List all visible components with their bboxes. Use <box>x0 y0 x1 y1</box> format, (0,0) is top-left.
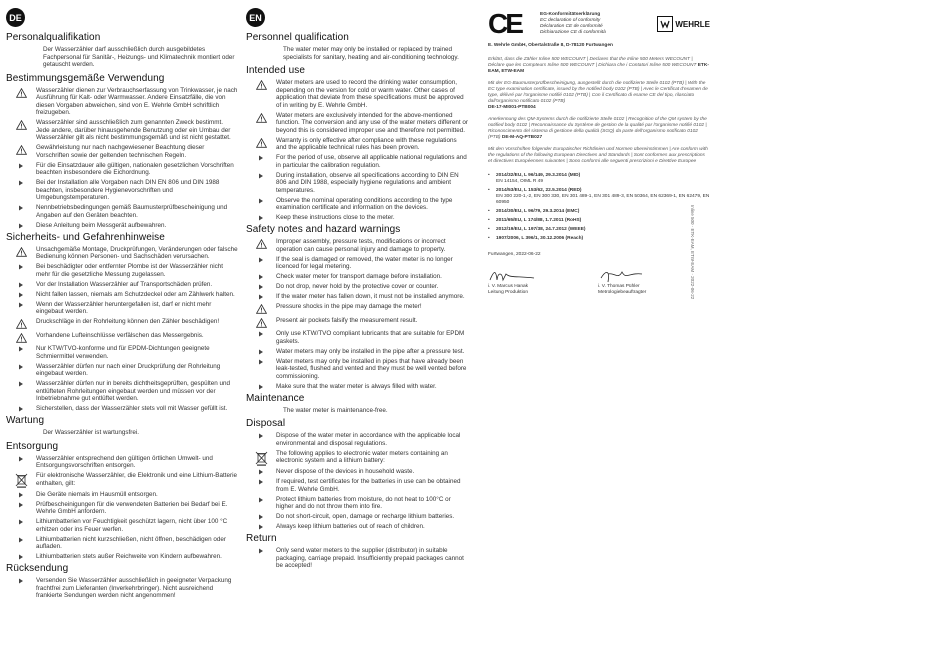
arrow-bullet-icon <box>6 363 36 370</box>
list-item <box>6 536 238 551</box>
bullet-icon: • <box>488 236 490 241</box>
arrow-bullet-icon <box>246 547 276 554</box>
arrow-bullet-icon <box>246 293 276 300</box>
directive-item <box>488 173 710 185</box>
list-item <box>246 348 468 356</box>
directive-item <box>488 188 710 206</box>
company-logo <box>657 16 710 32</box>
arrow-bullet-icon <box>246 478 276 485</box>
directive-title: 1907/2006, L 396/1, 30.12.2006 (Reach) <box>496 236 584 241</box>
section-paragraph: The water meter may only be installed or replaced by trained specialists for sanitary, heating and air-conditioning technology. <box>283 46 459 61</box>
list-item-text: Do not drop, never hold by the protective cover or counter. <box>276 283 439 290</box>
list-item-text: Lithiumbatterien stets außer Reichweite von Kindern aufbewahren. <box>36 553 222 560</box>
warning-icon <box>246 238 276 249</box>
arrow-bullet-icon <box>6 455 36 462</box>
bullet-icon: • <box>488 173 490 178</box>
list-item-text: Diese Anleitung beim Messgerät aufbewahren. <box>36 221 167 229</box>
arrow-bullet-icon <box>246 496 276 503</box>
arrow-bullet-icon <box>246 513 276 520</box>
list-item <box>6 472 238 488</box>
list-item <box>6 491 238 499</box>
arrow-bullet-icon <box>246 154 276 161</box>
directive-title: 2012/19/EU, L 197/38, 24.7.2012 (WEEE) <box>496 227 586 232</box>
arrow-bullet-icon <box>6 577 36 584</box>
list-item-text: Wasserzähler dienen zur Verbrauchserfassung von Trinkwasser, je nach Ausführung für Kalt- oder Warmwasser. Andere Einsatzfälle, die von diesen Vorgaben abweichen, sind von E. Wehrle GmbH schriftlich freizugeben. <box>36 86 238 116</box>
warning-icon <box>6 87 36 98</box>
list-item-text: Lithiumbatterien nicht kurzschließen, nicht öffnen, beschädigen oder aufladen. <box>36 535 226 550</box>
list-item-text: If the water meter has fallen down, it must not be installed anymore. <box>276 293 465 300</box>
section-title: Disposal <box>246 418 286 429</box>
directive-text <box>496 227 586 233</box>
list-item-text: Do not short-circuit, open, damage or recharge lithium batteries. <box>276 513 455 520</box>
arrow-bullet-icon <box>246 348 276 355</box>
warning-icon <box>246 79 276 90</box>
list-item-text: Present air pockets falsify the measurement result. <box>276 316 418 324</box>
list-item <box>246 478 468 493</box>
bullet-icon: • <box>488 188 490 193</box>
list-item-text: Wenn der Wasserzähler heruntergefallen ist, darf er nicht mehr eingebaut werden. <box>36 300 212 315</box>
bullet-icon: • <box>488 218 490 223</box>
directive-item <box>488 236 710 242</box>
list-item <box>246 137 468 152</box>
ce-mark: CE <box>488 8 521 39</box>
list-item-text: Wasserzähler dürfen nur in bereits dichtheitsgeprüften, gespülten und entlüfteten Rohrleitungen eingebaut werden und müssen vor der Inbetriebnahme gut entlüftet werden. <box>36 380 231 402</box>
list-item <box>6 332 238 343</box>
list-item-text: Vor der Installation Wasserzähler auf Transportschäden prüfen. <box>36 280 213 288</box>
list-item-text: Water meters are used to record the drinking water consumption, depending on the version for cold or warm water. Other cases of application that deviate from these specifications must be approved of in writing by E. Wehrle GmbH. <box>276 79 464 109</box>
list-item-text: Pressure shocks in the pipe may damage the meter! <box>276 303 422 310</box>
list-item-text: Druckschläge in der Rohrleitung können den Zähler beschädigen! <box>36 318 220 325</box>
exam-text: Mit der EG-Baumusterprüfbescheinigung, ausgestellt durch die notifizierte Stelle 0102 (PTB) | With the EC type examination certificate, issued by the notified body 0102 (PTB) | Avec le Certificat d'examen de type, délivré par l'organisme notifié 0102 (PTB) | Con il Certificato di esame CE del tipo, rilasciato dall'organismo notificato 0102 (PTB) DE-17-MI001-PTB004 <box>488 81 708 110</box>
list-item-text: Für elektronische Wasserzähler, die Elektronik und eine Lithium-Batterie enthalten, gilt: <box>36 472 238 487</box>
list-item <box>246 496 468 511</box>
list-item <box>6 380 238 403</box>
section-title: Safety notes and hazard warnings <box>246 224 401 235</box>
list-item <box>6 291 238 299</box>
list-item-text: If the seal is damaged or removed, the water meter is no longer licenced for legal metering. <box>276 255 453 270</box>
list-item-text: For the period of use, observe all applicable national regulations and in particular the calibration regulation. <box>276 154 467 169</box>
list-item <box>246 273 468 281</box>
list-item <box>246 383 468 391</box>
arrow-bullet-icon <box>246 197 276 204</box>
list-item <box>6 179 238 202</box>
directive-item <box>488 209 710 215</box>
list-item-text: Nicht fallen lassen, niemals am Schutzdeckel oder am Zählwerk halten. <box>36 290 235 298</box>
section-title: Bestimmungsgemäße Verwendung <box>6 72 165 84</box>
list-item <box>6 405 238 413</box>
directives-list <box>488 173 710 242</box>
list-item <box>246 293 468 301</box>
arrow-bullet-icon <box>6 204 36 211</box>
directive-item <box>488 218 710 224</box>
signer-name-2: i. V. Thomas Pühler <box>598 284 640 289</box>
section-title: Personalqualifikation <box>6 32 101 43</box>
logo-mark-icon <box>657 16 673 32</box>
list-item-text: If required, test certificates for the batteries in use can be obtained from E. Wehrle GmbH. <box>276 478 461 493</box>
handwritten-signature-icon <box>598 268 648 284</box>
list-item-text: Water meters may only be installed in pipes that have already been leak-tested, flushed and vented and they must be well vented before commissioning. <box>276 357 467 380</box>
language-header-en <box>246 8 468 27</box>
document-reference: Inline 500 · ETK-EAM, ETW-EAM · 2022-06-22 <box>690 205 695 300</box>
crossed-bin-icon <box>6 472 36 488</box>
list-item-text: Wasserzähler dürfen nur nach einer Druckprüfung der Rohrleitung eingebaut werden. <box>36 362 221 377</box>
declaration-models: ETK-EAM, ETW-EAM <box>488 63 709 74</box>
list-item-text: Improper assembly, pressure tests, modifications or incorrect operation can cause personal injury and damage to property. <box>276 238 446 253</box>
list-item <box>6 222 238 230</box>
signer-role-2: Metrologiebeauftragter <box>598 290 647 295</box>
list-item <box>246 547 468 570</box>
conformity-header <box>488 8 710 40</box>
list-item <box>246 283 468 291</box>
list-item-text: Protect lithium batteries from moisture, do not heat to 100°C or higher and do not throw them into fire. <box>276 495 451 510</box>
arrow-bullet-icon <box>6 380 36 387</box>
arrow-bullet-icon <box>6 301 36 308</box>
list-item <box>246 197 468 212</box>
language-badge-en: EN <box>246 8 265 27</box>
list-item-text: Observe the nominal operating conditions according to the type examination certificate and information on the devices. <box>276 196 453 211</box>
directive-standards: EN 300 220-1,-2, EN 300 330, EN 301 489-1, EN 301 489-3, EN 50364, EN 62369-1, EN 62479, EN 60950 <box>496 194 710 205</box>
arrow-bullet-icon <box>246 432 276 439</box>
arrow-bullet-icon <box>6 518 36 525</box>
list-item-text: Water meters are exclusively intended for the above-mentioned function. The conversion and any use of the water meters different or beyond this is considered improper use and therefore not permitted. <box>276 111 468 134</box>
list-item <box>246 513 468 521</box>
declaration-text: Erklärt, dass die Zähler Inline 500 WECOUNT | Declares that the Inline 500 Meters WECOUNT | Déclare que les Compteurs Inline 500 WECOUNT | Dichiara che i Contatori Inline 500 WECOUNT ETK-EAM, ETW-EAM <box>488 57 709 74</box>
warning-icon <box>246 137 276 148</box>
directive-text <box>496 236 583 242</box>
list-item <box>246 112 468 135</box>
list-item <box>246 432 468 447</box>
arrow-bullet-icon <box>246 214 276 221</box>
directive-title: 2014/53/EU, L 153/62, 22.5.2014 (RED) <box>496 188 582 193</box>
list-item-text: Für die Einsatzdauer alle gültigen, nationalen gesetzlichen Vorschriften beachten insbesondere die Eichordnung. <box>36 161 234 176</box>
arrow-bullet-icon <box>6 281 36 288</box>
sections-en <box>246 32 468 570</box>
warning-icon <box>6 246 36 257</box>
list-item-text: Always keep lithium batteries out of reach of children. <box>276 523 425 530</box>
arrow-bullet-icon <box>6 291 36 298</box>
list-item <box>6 318 238 329</box>
arrow-bullet-icon <box>246 383 276 390</box>
arrow-bullet-icon <box>6 553 36 560</box>
list-item <box>6 577 238 600</box>
list-item <box>246 330 468 345</box>
directive-item <box>488 227 710 233</box>
list-item-text: Dispose of the water meter in accordance with the applicable local environmental and disposal regulations. <box>276 432 461 447</box>
arrow-bullet-icon <box>246 283 276 290</box>
list-item-text: Only use KTW/TVO compliant lubricants that are suitable for EPDM gaskets. <box>276 330 465 345</box>
list-item-text: Versenden Sie Wasserzähler ausschließlich in geeigneter Verpackung frachtfrei zum Lieferanten (Inverkehrbringer). Nicht ausreichend frankierte Sendungen werden nicht angenommen! <box>36 577 232 599</box>
warning-icon <box>6 332 36 343</box>
list-item <box>6 553 238 561</box>
arrow-bullet-icon <box>246 523 276 530</box>
sections-de <box>6 32 238 600</box>
directive-text <box>496 209 579 215</box>
list-item-text: Sicherstellen, dass der Wasserzähler stets voll mit Wasser gefüllt ist. <box>36 405 228 412</box>
list-item-text: Warranty is only effective after compliance with these regulations and the applicable technical rules has been proven. <box>276 136 457 151</box>
directive-title: 2014/30/EU, L 96/79, 29.3.2014 (EMC) <box>496 209 580 214</box>
list-item-text: Unsachgemäße Montage, Druckprüfungen, Veränderungen oder falsche Bedienung können Personen- und Sachschäden verursachen. <box>36 245 238 260</box>
list-item <box>6 144 238 159</box>
list-item <box>246 317 468 328</box>
section-title: Personnel qualification <box>246 32 349 43</box>
list-item-text: Bei beschädigter oder entfernter Plombe ist der Wasserzähler nicht mehr für die gesetzliche Messung zugelassen. <box>36 263 224 278</box>
arrow-bullet-icon <box>6 501 36 508</box>
conformity-title-de: EG-Konformitätserklärung <box>540 12 601 17</box>
list-item-text: Check water meter for transport damage before installation. <box>276 273 442 280</box>
directive-text <box>496 218 581 224</box>
list-item <box>246 214 468 222</box>
list-item <box>246 256 468 271</box>
arrow-bullet-icon <box>6 263 36 270</box>
section-paragraph: Der Wasserzähler darf ausschließlich durch ausgebildetes Fachpersonal für Sanitär-, Heizungs- und Klimatechnik montiert oder getauscht werden. <box>43 46 235 68</box>
warning-icon <box>6 144 36 155</box>
german-column <box>6 8 238 602</box>
list-item <box>6 204 238 219</box>
crossed-bin-icon <box>246 450 276 466</box>
warning-icon <box>246 317 276 328</box>
exam-certificate: DE-17-MI001-PTB004 <box>488 105 536 110</box>
warning-icon <box>6 119 36 130</box>
arrow-bullet-icon <box>6 345 36 352</box>
list-item <box>6 501 238 516</box>
directive-title: 2014/32/EU, L 96/149, 29.3.2014 (MID) <box>496 173 581 178</box>
list-item-text: Vorhandene Lufteinschlüsse verfälschen das Messergebnis. <box>36 331 204 339</box>
list-item-text: The following applies to electronic water meters containing an electronic system and a lithium battery: <box>276 449 448 464</box>
bullet-icon: • <box>488 227 490 232</box>
list-item-text: Wasserzähler entsprechend den gültigen örtlichen Umwelt- und Entsorgungsvorschriften entsorgen. <box>36 454 213 469</box>
list-item-text: Never dispose of the devices in household waste. <box>276 468 415 475</box>
section-title: Wartung <box>6 415 45 426</box>
handwritten-signature-icon <box>488 268 538 284</box>
directives-intro: Mit den Vorschriften folgender Europäischer Richtlinien und Normen übereinstimmen | Are conform with the regulations of the following European Directives and Standards | Sont conformes aux prescriptions et directives Européennes suivantes | Sono conformi alle seguenti prescrizioni e Direttive Europee <box>488 147 708 164</box>
list-item <box>246 450 468 466</box>
list-item-text: Keep these instructions close to the meter. <box>276 214 395 221</box>
language-badge-de: DE <box>6 8 25 27</box>
conformity-column <box>488 8 710 296</box>
list-item <box>6 281 238 289</box>
list-item-text: During installation, observe all specifications according to DIN EN 806 and DIN 1988, especially hygiene regulations and ambient temperatures. <box>276 171 459 194</box>
list-item-text: Make sure that the water meter is always filled with water. <box>276 382 437 390</box>
list-item <box>6 301 238 316</box>
directive-text <box>496 188 710 206</box>
list-item <box>6 246 238 261</box>
arrow-bullet-icon <box>246 256 276 263</box>
qm-text: Anerkennung des QM-Systems durch die notifizierte Stelle 0102 | Recognition of the QM system by the notified body 0102 | Reconnaissance du Système de gestion de la qualité par l'organisme notifié 0102 | Riconoscimento del sistema di gestione della qualità (SGQ) da parte dell'organismo notificato 0102 (PTB) DE-M-AQ-PTB027 <box>488 117 707 140</box>
signature-1 <box>488 268 598 296</box>
arrow-bullet-icon <box>246 358 276 365</box>
conformity-title-en: EC declaration of conformity <box>540 18 601 23</box>
arrow-bullet-icon <box>6 222 36 229</box>
section-title: Intended use <box>246 65 306 76</box>
directive-text <box>496 173 580 185</box>
list-item <box>6 263 238 278</box>
language-header-de <box>6 8 238 27</box>
list-item-text: Only send water meters to the supplier (distributor) in suitable packaging, carriage prepaid. Insufficiently prepaid packages cannot be accepted! <box>276 547 464 569</box>
arrow-bullet-icon <box>6 405 36 412</box>
list-item <box>6 345 238 360</box>
section-title: Return <box>246 533 277 544</box>
arrow-bullet-icon <box>246 330 276 337</box>
arrow-bullet-icon <box>246 273 276 280</box>
warning-icon <box>6 318 36 329</box>
warning-icon <box>246 303 276 314</box>
list-item-text: Nur KTW/TVO-konforme und für EPDM-Dichtungen geeignete Schmiermittel verwenden. <box>36 345 210 360</box>
list-item <box>6 518 238 533</box>
logo-text: WEHRLE <box>675 19 710 29</box>
list-item <box>6 87 238 117</box>
list-item-text: Die Geräte niemals im Hausmüll entsorgen. <box>36 490 158 498</box>
conformity-title-it: Dichiarazione CE di conformità <box>540 30 606 35</box>
list-item-text: Nennbetriebsbedingungen gemäß Baumusterprüfbescheinigung und Angaben auf den Geräten beachten. <box>36 204 228 219</box>
arrow-bullet-icon <box>246 172 276 179</box>
english-column <box>246 8 468 572</box>
signer-role-1: Leitung Produktion <box>488 290 529 295</box>
list-item <box>6 455 238 470</box>
bullet-icon: • <box>488 209 490 214</box>
signature-date: Furtwangen, 2022-06-22 <box>488 252 541 257</box>
conformity-title-fr: Déclaration CE de conformité <box>540 24 603 29</box>
list-item <box>6 162 238 177</box>
company-address: E. Wehrle GmbH, Obertalstraße 8, D-78120 Furtwangen <box>488 43 613 48</box>
list-item-text: Bei der Installation alle Vorgaben nach DIN EN 806 und DIN 1988 beachten, insbesondere Hygienevorschriften und Umgebungstemperaturen. <box>36 179 220 201</box>
list-item <box>246 79 468 109</box>
section-paragraph: The water meter is maintenance-free. <box>283 406 388 414</box>
list-item-text: Gewährleistung nur nach nachgewiesener Beachtung dieser Vorschriften sowie der geltenden technischen Regeln. <box>36 144 205 159</box>
arrow-bullet-icon <box>6 162 36 169</box>
list-item <box>246 172 468 195</box>
arrow-bullet-icon <box>6 179 36 186</box>
warning-icon <box>246 112 276 123</box>
list-item <box>246 238 468 253</box>
conformity-titles <box>540 12 645 36</box>
directive-standards: EN 14154, OIML R 49 <box>496 179 544 184</box>
list-item <box>246 523 468 531</box>
list-item <box>6 363 238 378</box>
directive-title: 2011/65/EU, L 174/88, 1.7.2011 (RoHS) <box>496 218 582 223</box>
qm-certificate: DE-M-AQ-PTB027 <box>501 135 543 140</box>
list-item-text: Wasserzähler sind ausschließlich zum genannten Zweck bestimmt. Jede andere, darüber hinausgehende Benutzung oder ein Umbau der Wasserzähler gilt als nicht bestimmungsgemäß und ist nicht gestattet. <box>36 119 231 141</box>
list-item <box>6 119 238 142</box>
signer-name-1: i. V. Marcus Hanak <box>488 284 529 289</box>
section-title: Entsorgung <box>6 440 59 452</box>
list-item-text: Lithiumbatterien vor Feuchtigkeit geschützt lagern, nicht über 100 °C erhitzen oder ins Feuer werfen. <box>36 518 228 533</box>
arrow-bullet-icon <box>246 468 276 475</box>
section-paragraph: Der Wasserzähler ist wartungsfrei. <box>43 429 139 436</box>
list-item <box>246 154 468 169</box>
list-item <box>246 303 468 314</box>
arrow-bullet-icon <box>6 536 36 543</box>
section-title: Rücksendung <box>6 563 69 574</box>
signatures <box>488 268 710 296</box>
arrow-bullet-icon <box>6 491 36 498</box>
list-item-text: Water meters may only be installed in the pipe after a pressure test. <box>276 347 465 355</box>
section-title: Sicherheits- und Gefahrenhinweise <box>6 231 165 243</box>
list-item <box>246 358 468 381</box>
list-item <box>246 468 468 476</box>
list-item-text: Prüfbescheinigungen für die verwendeten Batterien bei Bedarf bei E. Wehrle GmbH anfordern. <box>36 500 228 515</box>
section-title: Maintenance <box>246 392 305 404</box>
